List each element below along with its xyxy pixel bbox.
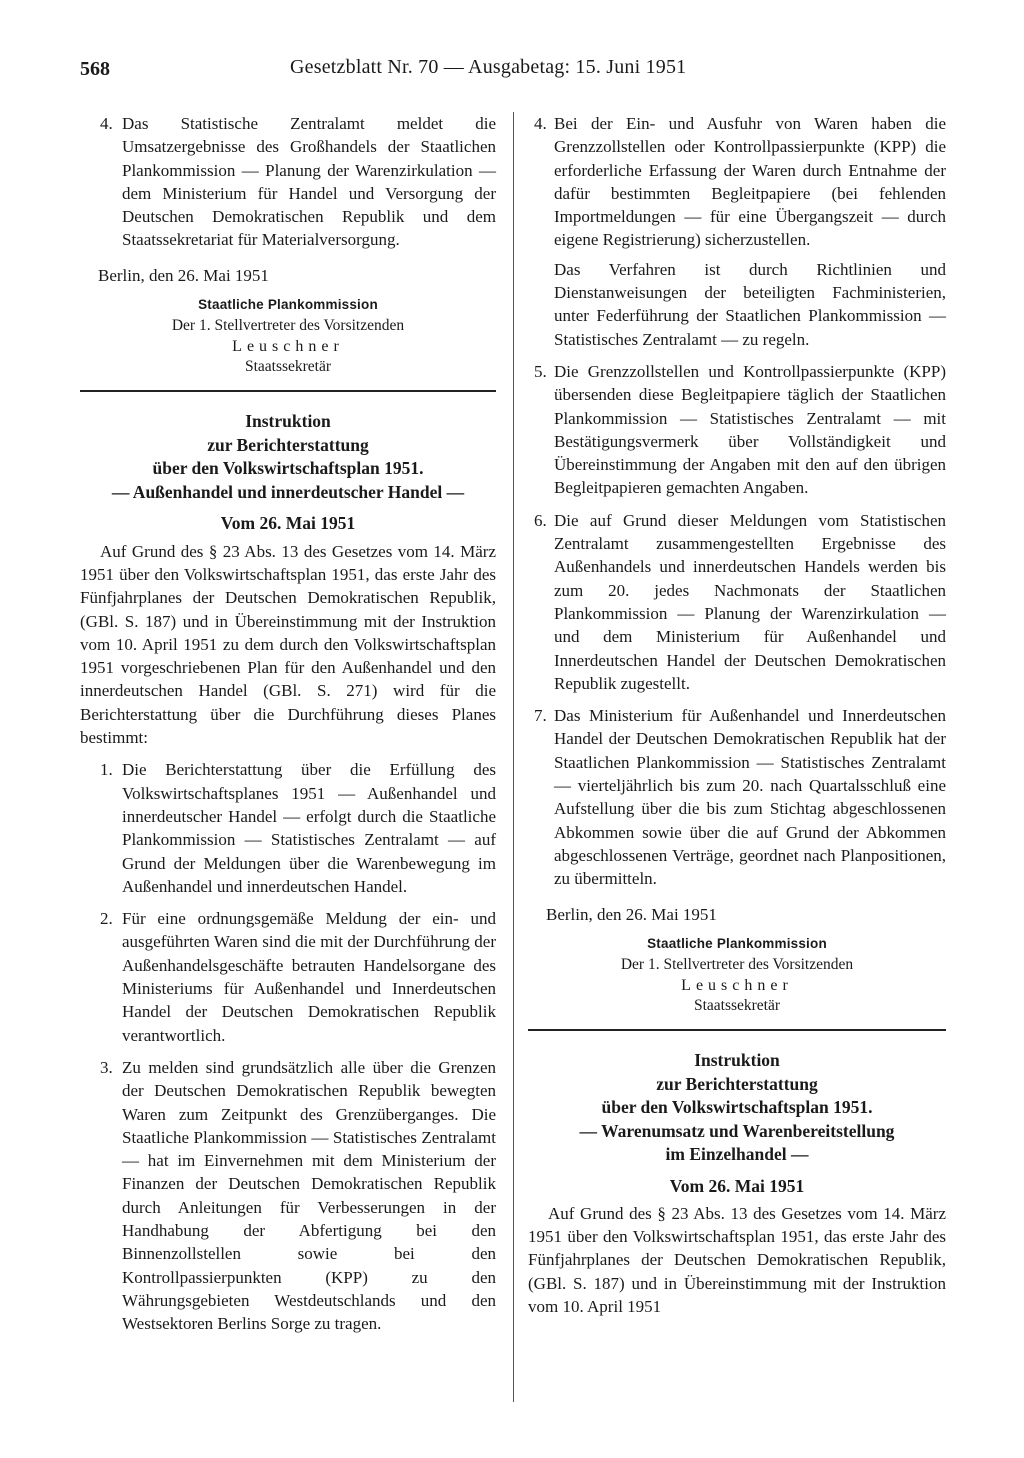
list-item (80, 1056, 496, 1336)
right-column (528, 112, 946, 1318)
signature-name: Leuschner (232, 338, 344, 356)
item-number: 4. (100, 114, 113, 133)
page-number: 568 (80, 58, 110, 80)
instruction-list (80, 758, 496, 1335)
item-number: 2. (100, 909, 113, 929)
item-number: 4. (534, 114, 547, 133)
item-number: 6. (534, 510, 547, 530)
signature-organization: Staatliche Plankommission (198, 297, 378, 313)
signature-role: Der 1. Stellvertreter des Vorsitzenden (620, 956, 854, 974)
section-rule (80, 390, 496, 392)
signature-name: Leuschner (681, 977, 793, 995)
list-item (528, 360, 946, 500)
list-item (528, 704, 946, 890)
signature-organization: Staatliche Plankommission (647, 935, 827, 951)
list-item (528, 112, 946, 252)
heading-line: Instruktion (245, 411, 331, 432)
item-text: Die Grenzzollstellen und Kontrollpassierpunkte (KPP) übersenden diese Begleitpapiere täglich der Staatlichen Plankommission — Statistisches Zentralamt — mit Bestätigungsvermerk über Vollständigkeit und Übereinstimmung der Angaben mit den auf den übrigen Begleitpapieren gemachten Angaben. (554, 361, 946, 498)
signature-block (80, 293, 496, 376)
section-rule (528, 1029, 946, 1031)
heading-line: im Einzelhandel — (665, 1144, 809, 1165)
heading-date: Vom 26. Mai 1951 (220, 513, 356, 534)
list-item (80, 907, 496, 1047)
list-item (80, 112, 496, 252)
intro-paragraph: Auf Grund des § 23 Abs. 13 des Gesetzes vom 14. März 1951 über den Volkswirtschaftsplan 1951, das erste Jahr des Fünfjahrplanes der Deutschen Demokratischen Republik, (GBl. S. 187) und in Übereinstimmung mit der Instruktion vom 10. April 1951 zu dem durch den Volkswirtschaftsplan 1951 vorgeschriebenen Plan für den Außenhandel und den innerdeutschen Handel (GBl. S. 271) wird für die Berichterstattung über die Durchführung dieses Planes bestimmt: (80, 541, 496, 748)
column-divider (513, 112, 514, 1402)
instruction-heading (528, 1049, 946, 1167)
running-head: Gesetzblatt Nr. 70 — Ausgabetag: 15. Juni 1951 (290, 56, 687, 78)
place-date: Berlin, den 26. Mai 1951 (98, 265, 269, 285)
item-followup-paragraph: Das Verfahren ist durch Richtlinien und Dienstanweisungen der beteiligten Fachministerien, unter Federführung der Staatlichen Plankommission — Statistisches Zentralamt — zu regeln. (554, 259, 946, 349)
item-number: 3. (100, 1057, 113, 1077)
heading-date: Vom 26. Mai 1951 (669, 1175, 805, 1196)
instruction-heading (80, 410, 496, 504)
signature-role: Der 1. Stellvertreter des Vorsitzenden (171, 317, 405, 335)
intro-paragraph: Auf Grund des § 23 Abs. 13 des Gesetzes vom 14. März 1951 über den Volkswirtschaftsplan 1951, das erste Jahr des Fünfjahrplanes der Deutschen Demokratischen Republik, (GBl. S. 187) und in Übereinstimmung mit der Instruktion vom 10. April 1951 (528, 1203, 946, 1317)
heading-line: zur Berichterstattung (207, 434, 369, 455)
heading-line: über den Volkswirtschaftsplan 1951. (601, 1097, 873, 1118)
signature-title: Staatssekretär (244, 358, 332, 376)
left-column (80, 112, 496, 1335)
item-number: 7. (534, 706, 547, 726)
item-text: Die Berichterstattung über die Erfüllung des Volkswirtschaftsplanes 1951 — Außenhandel und innerdeutscher Handel — erfolgt durch die Staatliche Plankommission — Statistisches Zentralamt — auf Grund der Meldungen über die Warenbewegung im Außenhandel und innerdeutschen Handel. (122, 760, 496, 896)
item-text: Das Statistische Zentralamt meldet die Umsatzergebnisse des Großhandels der Staatlichen Plankommission — Planung der Warenzirkulation — dem Ministerium für Handel und Versorgung der Deutschen Demokratischen Republik und dem Staatssekretariat für Materialversorgung. (122, 114, 496, 250)
signature-block (528, 932, 946, 1015)
item-text: Zu melden sind grundsätzlich alle über die Grenzen der Deutschen Demokratischen Republik bewegten Waren zum Zeitpunkt des Grenzüberganges. Die Staatliche Plankommission — Statistisches Zentralamt — hat im Einvernehmen mit dem Ministerium der Finanzen der Deutschen Demokratischen Republik durch Anleitungen für Verbesserungen in der Handhabung der Abfertigung bei den Binnenzollstellen sowie bei den Kontrollpassierpunkten (KPP) zu den Währungsgebieten Westdeutschlands und den Westsektoren Berlins Sorge zu tragen. (122, 1057, 496, 1334)
heading-line: — Warenumsatz und Warenbereitstellung (579, 1120, 895, 1141)
heading-line: über den Volkswirtschaftsplan 1951. (152, 458, 424, 479)
item-text: Die auf Grund dieser Meldungen vom Statistischen Zentralamt zusammengestellten Ergebnisse des Außenhandels und innerdeutschen Handels werden bis zum 20. jedes Nachmonats der Staatlichen Plankommission — Planung der Warenzirkulation — und dem Ministerium für Außenhandel und Innerdeutschen Handel der Deutschen Demokratischen Republik zugestellt. (554, 510, 946, 693)
item-text: Bei der Ein- und Ausfuhr von Waren haben die Grenzzollstellen oder Kontrollpassierpunkte (KPP) die erforderliche Erfassung der Waren durch Entnahme der dafür bestimmten Begleitpapiere (bei fehlenden Importmeldungen — für eine Übergangszeit — durch eigene Registrierung) sicherzustellen. (554, 114, 946, 250)
list-item (80, 758, 496, 898)
signature-title: Staatssekretär (693, 997, 781, 1015)
list-item (528, 509, 946, 695)
heading-line: zur Berichterstattung (656, 1073, 818, 1094)
item-number: 1. (100, 760, 113, 780)
item-number: 5. (534, 361, 547, 381)
item-text: Für eine ordnungsgemäße Meldung der ein- und ausgeführten Waren sind die mit der Durchführung der Außenhandelsgeschäfte betrauten Handelsorgane des Ministeriums für Außenhandel und Innerdeutschen Handel der Deutschen Demokratischen Republik verantwortlich. (122, 909, 496, 1045)
item-text: Das Ministerium für Außenhandel und Innerdeutschen Handel der Deutschen Demokratischen Republik hat der Staatlichen Plankommission — Statistisches Zentralamt — vierteljährlich bis zum 20. nach Quartalsschluß eine Aufstellung über die bis zum Stichtag abgeschlossenen Abkommen sowie über die auf Grund der Abkommen abgeschlossenen Verträge, geordnet nach Planpositionen, zu übermitteln. (554, 706, 946, 889)
heading-line: — Außenhandel und innerdeutscher Handel — (111, 481, 465, 502)
place-date: Berlin, den 26. Mai 1951 (546, 904, 717, 924)
heading-line: Instruktion (694, 1050, 780, 1071)
